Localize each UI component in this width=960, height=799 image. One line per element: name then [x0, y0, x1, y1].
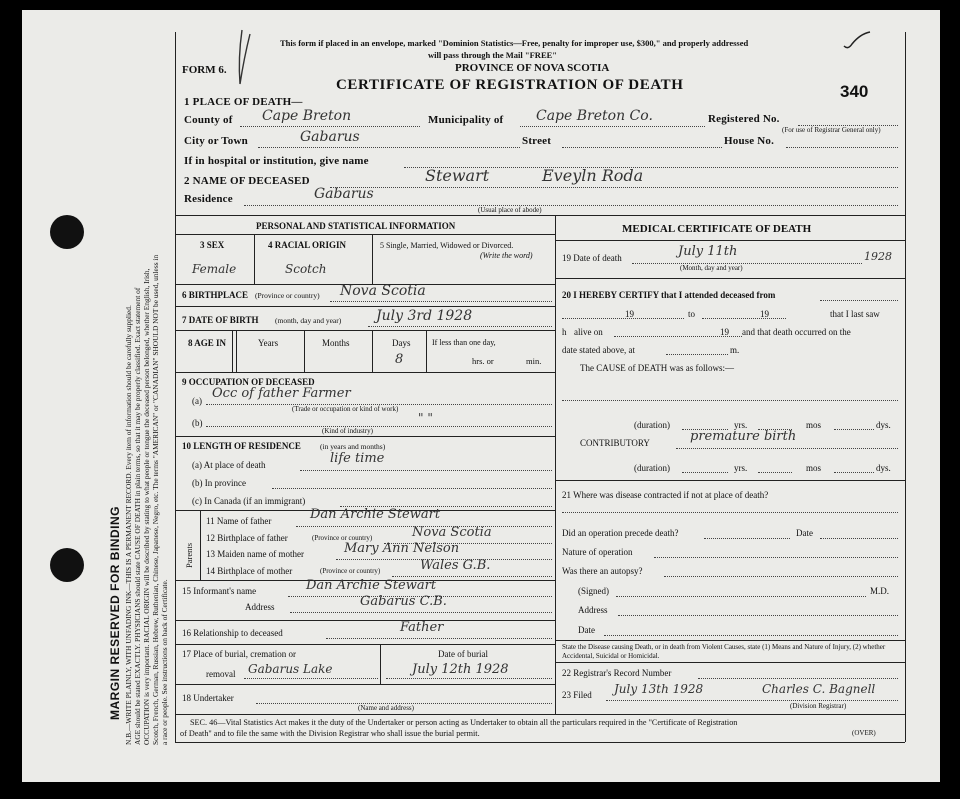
res-b-label: (b) In province	[192, 478, 246, 488]
dob-note: (month, day and year)	[275, 316, 342, 325]
nineteen-label-3: 19	[720, 327, 729, 337]
nature-label: Nature of operation	[562, 547, 633, 557]
mail-notice-free: will pass through the Mail "FREE"	[428, 50, 558, 60]
signed-label: (Signed)	[578, 586, 609, 596]
racial-origin-label: 4 RACIAL ORIGIN	[268, 240, 347, 250]
form-left-border	[175, 32, 176, 742]
name-address-note: (Name and address)	[358, 704, 414, 712]
mos-label-2: mos	[806, 463, 822, 473]
death-date-label: 19 Date of death	[562, 253, 622, 263]
burial-place-value: Gabarus Lake	[248, 662, 333, 676]
contracted-label: 21 Where was disease contracted if not at place of death?	[562, 490, 769, 500]
city-label: City or Town	[184, 135, 248, 147]
min-label: min.	[526, 356, 542, 366]
dob-value: July 3rd 1928	[376, 308, 473, 324]
months-label: Months	[322, 338, 350, 348]
dys-label: dys.	[876, 420, 891, 430]
city-value: Gabarus	[300, 129, 360, 145]
hrs-label: hrs. or	[472, 356, 494, 366]
relationship-label: 16 Relationship to deceased	[182, 628, 283, 638]
nineteen-label-2: 19	[760, 309, 769, 319]
res-a-value: life time	[330, 451, 385, 466]
form-number: FORM 6.	[182, 64, 227, 76]
registrar-number-label: 22 Registrar's Record Number	[562, 668, 672, 678]
death-year-value: 1928	[864, 250, 892, 263]
yrs-label: yrs.	[734, 420, 748, 430]
father-birthplace-note: (Province or country)	[312, 534, 373, 542]
undertaker-label: 18 Undertaker	[182, 693, 234, 703]
occupation-value: Occ of father Farmer	[212, 386, 351, 401]
check-mark-icon	[842, 30, 872, 52]
birthplace-label: 6 BIRTHPLACE	[182, 290, 248, 300]
sex-label: 3 SEX	[200, 240, 225, 250]
residence-label: Residence	[184, 193, 233, 205]
father-label: 11 Name of father	[206, 516, 272, 526]
age-label: 8 AGE IN	[188, 338, 227, 348]
autopsy-label: Was there an autopsy?	[562, 566, 643, 576]
form-right-border	[905, 32, 906, 742]
physician-address-label: Address	[578, 605, 608, 615]
house-no-label: House No.	[724, 135, 775, 147]
deceased-label: 2 NAME OF DECEASED	[184, 175, 310, 187]
alive-on-label: alive on	[574, 327, 603, 337]
date-stated-label: date stated above, at	[562, 345, 635, 355]
days-value: 8	[395, 352, 404, 367]
occupation-label: 9 OCCUPATION OF DECEASED	[182, 377, 315, 387]
res-a-label: (a) At place of death	[192, 460, 266, 470]
birthplace-value: Nova Scotia	[340, 283, 426, 299]
mos-label: mos	[806, 420, 822, 430]
burial-place-label: 17 Place of burial, cremation or	[182, 649, 296, 659]
deceased-given-names: Eveyln Roda	[542, 166, 644, 185]
personal-heading: PERSONAL AND STATISTICAL INFORMATION	[256, 221, 456, 231]
over-label: (OVER)	[852, 729, 876, 737]
years-label: Years	[258, 338, 279, 348]
less-than-day-label: If less than one day,	[432, 338, 496, 347]
margin-notice-line: N.B.—WRITE PLAINLY, WITH UNFADING INK—THIS IS A PERMANENT RECORD. Every item of information should be carefully supplied.	[124, 305, 133, 745]
md-label: M.D.	[870, 586, 890, 596]
mother-birthplace-label: 14 Birthplace of mother	[206, 566, 293, 576]
m-label: m.	[730, 345, 740, 355]
pen-mark-icon	[228, 28, 256, 88]
margin-notice-line: OCCUPATION is very important. RACIAL ORIGIN will be described by stating to what people or tongue the deceased person belonged, whether English, Irish,	[142, 268, 151, 745]
registered-no-label: Registered No.	[708, 113, 780, 125]
trade-note: (Trade or occupation or kind of work)	[292, 405, 399, 413]
removal-label: removal	[206, 669, 236, 679]
duration-label-2: (duration)	[634, 463, 670, 473]
division-registrar-note: (Division Registrar)	[790, 702, 847, 710]
burial-date-value: July 12th 1928	[412, 662, 509, 677]
physician-date-label: Date	[578, 625, 595, 635]
mail-notice: This form if placed in an envelope, marked "Dominion Statistics—Free, penalty for improper use, $300," and properly addressed	[280, 38, 749, 48]
residence-length-note: (in years and months)	[320, 442, 386, 451]
margin-notice-line: Scotch, French, German, Russian, Hebrew, Ruthenian, Chinese, Japanese, Negro, etc. The terms "AMERICAN" or "CANADIAN" SHOULD NOT be used, unless in	[151, 254, 160, 745]
informant-address-value: Gabarus C.B.	[360, 594, 447, 609]
occupation-a: (a)	[192, 396, 202, 406]
marital-label: 5 Single, Married, Widowed or Divorced.	[380, 241, 514, 250]
informant-label: 15 Informant's name	[182, 586, 257, 596]
county-value: Cape Breton	[262, 108, 352, 124]
informant-address-label: Address	[245, 602, 275, 612]
certify-label: 20 I HEREBY CERTIFY that I attended deceased from	[562, 290, 776, 300]
registrar-signature: Charles C. Bagnell	[762, 682, 876, 696]
province-name: PROVINCE OF NOVA SCOTIA	[455, 62, 610, 74]
racial-origin-value: Scotch	[285, 262, 327, 276]
burial-date-label: Date of burial	[438, 649, 488, 659]
municipality-value: Cape Breton Co.	[536, 108, 653, 124]
county-label: County of	[184, 114, 233, 126]
filed-label: 23 Filed	[562, 690, 592, 700]
place-of-death-label: 1 PLACE OF DEATH—	[184, 96, 303, 108]
binding-hole-bottom	[50, 548, 84, 582]
nineteen-label: 19	[625, 309, 634, 319]
father-value: Dan Archie Stewart	[310, 507, 441, 522]
page-title: CERTIFICATE OF REGISTRATION OF DEATH	[336, 77, 684, 93]
margin-reserved: MARGIN RESERVED FOR BINDING	[108, 506, 122, 720]
residence-length-label: 10 LENGTH OF RESIDENCE	[182, 441, 301, 451]
operation-date-label: Date	[796, 528, 813, 538]
mother-birthplace-value: Wales G.B.	[420, 558, 491, 573]
industry-note: (Kind of industry)	[322, 427, 373, 435]
footer-line-2: of Death" and to file the same with the Division Registrar who shall issue the burial permit.	[180, 729, 480, 738]
binding-hole-top	[50, 215, 84, 249]
contributory-value: premature birth	[690, 429, 797, 444]
father-birthplace-label: 12 Birthplace of father	[206, 533, 288, 543]
registrar-note: (For use of Registrar General only)	[782, 126, 881, 134]
mother-label: 13 Maiden name of mother	[206, 549, 304, 559]
h-label: h	[562, 327, 567, 337]
death-occurred-label: and that death occurred on the	[742, 327, 851, 337]
cause-label: The CAUSE of DEATH was as follows:—	[580, 363, 734, 373]
to-label: to	[688, 309, 696, 319]
res-c-label: (c) In Canada (if an immigrant)	[192, 496, 306, 506]
residence-value: Gabarus	[314, 186, 374, 202]
margin-notice-line: a race or people. See instructions on back of Certificate.	[160, 579, 169, 745]
filed-date-value: July 13th 1928	[614, 682, 704, 696]
margin-notice-line: AGE should be stated EXACTLY. PHYSICIANS should state CAUSE OF DEATH in plain terms, so that it may be properly classified. Exact statement of	[133, 287, 142, 745]
informant-value: Dan Archie Stewart	[306, 578, 437, 593]
duration-label: (duration)	[634, 420, 670, 430]
days-label: Days	[392, 338, 411, 348]
certificate-number: 340	[840, 82, 869, 101]
last-saw-label: that I last saw	[830, 309, 880, 319]
medical-heading: MEDICAL CERTIFICATE OF DEATH	[622, 223, 812, 235]
death-date-value: July 11th	[678, 244, 738, 259]
abode-note: (Usual place of abode)	[478, 206, 542, 214]
dys-label-2: dys.	[876, 463, 891, 473]
violent-causes-note: State the Disease causing Death, or in death from Violent Causes, state (1) Means and Nature of Injury, (2) whether Accidental, Suicidal or Homicidal.	[562, 643, 886, 660]
sex-value: Female	[192, 262, 237, 276]
occupation-b: (b)	[192, 418, 203, 428]
yrs-label-2: yrs.	[734, 463, 748, 473]
footer-line-1: SEC. 46—Vital Statistics Act makes it the duty of the Undertaker or person acting as Undertaker to obtain all the particulars required in the "Certificate of Registration	[190, 718, 738, 727]
father-birthplace-value: Nova Scotia	[412, 525, 492, 540]
mother-value: Mary Ann Nelson	[344, 541, 460, 556]
birthplace-note: (Province or country)	[255, 291, 320, 300]
marital-note: (Write the word)	[480, 251, 533, 260]
dob-label: 7 DATE OF BIRTH	[182, 315, 259, 325]
industry-value: " "	[418, 411, 433, 425]
relationship-value: Father	[400, 620, 444, 635]
street-label: Street	[522, 135, 552, 147]
operation-label: Did an operation precede death?	[562, 528, 679, 538]
hospital-label: If in hospital or institution, give name	[184, 155, 369, 167]
deceased-surname: Stewart	[425, 166, 490, 185]
death-date-note: (Month, day and year)	[680, 264, 743, 272]
section-divider	[175, 215, 905, 216]
contributory-label: CONTRIBUTORY	[580, 438, 650, 448]
municipality-label: Municipality of	[428, 114, 504, 126]
mother-birthplace-note: (Province or country)	[320, 567, 381, 575]
parents-label: Parents	[184, 542, 194, 568]
